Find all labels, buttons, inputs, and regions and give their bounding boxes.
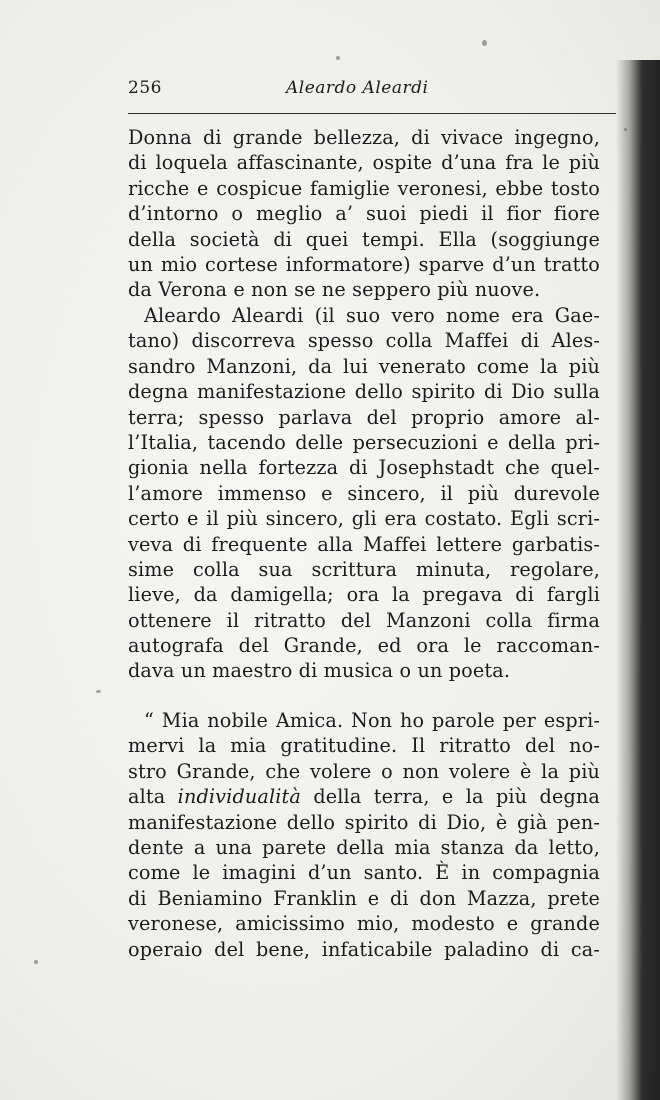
text-line: ricche e cospicue famiglie veronesi, ebbe tosto — [128, 176, 600, 200]
text-line: tano) discorreva spesso colla Maffei di Ales- — [128, 329, 600, 353]
letter-quote — [128, 708, 600, 962]
binding-shadow — [616, 60, 660, 1100]
paper-speck — [482, 40, 487, 46]
text-line: sandro Manzoni, da lui venerato come la più — [128, 354, 600, 378]
text-line: stro Grande, che volere o non volere è la più — [128, 759, 600, 783]
text-line: veronese, amicissimo mio, modesto e grande — [128, 912, 600, 936]
paragraph-2 — [128, 303, 600, 684]
text-line: dente a una parete della mia stanza da letto, — [128, 835, 600, 859]
page-header — [128, 72, 603, 102]
text-line: Donna di grande bellezza, di vivace ingegno, — [128, 126, 600, 149]
text-segment: alta — [128, 785, 178, 809]
text-line: autografa del Grande, ed ora le raccoman- — [128, 634, 600, 658]
text-line: di Beniamino Franklin e di don Mazza, prete — [128, 886, 600, 910]
paper-speck — [34, 960, 38, 964]
text-line: da Verona e non se ne seppero più nuove. — [128, 278, 541, 302]
italic-word: individualità — [177, 785, 301, 809]
page-number: 256 — [128, 78, 162, 98]
running-title: Aleardo Aleardi — [286, 78, 429, 98]
text-line: della società di quei tempi. Ella (soggiunge — [128, 227, 600, 251]
text-line: un mio cortese informatore) sparve d’un tratto — [128, 252, 600, 276]
paper-speck — [624, 128, 627, 131]
text-line: veva di frequente alla Maffei lettere garbatis- — [128, 532, 600, 556]
text-line-with-italic — [128, 784, 600, 809]
text-line: manifestazione dello spirito di Dio, è già pen- — [128, 810, 600, 834]
paper-speck — [336, 56, 340, 60]
text-line: ottenere il ritratto del Manzoni colla firma — [128, 608, 600, 632]
text-line: di loquela affascinante, ospite d’una fra le più — [128, 151, 600, 175]
text-line: dava un maestro di musica o un poeta. — [128, 659, 511, 683]
text-line: d’intorno o meglio a’ suoi piedi il fior fiore — [128, 202, 600, 226]
text-line: gionia nella fortezza di Josephstadt che quel- — [128, 456, 600, 480]
text-line: operaio del bene, infaticabile paladino di ca- — [128, 937, 600, 961]
text-segment: della terra, e la più degna — [301, 785, 600, 809]
text-line: sime colla sua scrittura minuta, regolare, — [128, 557, 600, 581]
text-line: l’Italia, tacendo delle persecuzioni e della pri- — [128, 430, 600, 454]
text-line: come le imagini d’un santo. È in compagnia — [128, 861, 600, 885]
text-line: terra; spesso parlava del proprio amore al- — [128, 405, 600, 429]
text-line: degna manifestazione dello spirito di Dio sulla — [128, 380, 600, 404]
paragraph-1 — [128, 125, 600, 303]
text-line: Aleardo Aleardi (il suo vero nome era Gae- — [144, 304, 600, 327]
header-rule — [128, 113, 616, 114]
text-line: lieve, da damigella; ora la pregava di fargli — [128, 583, 600, 607]
paper-speck — [96, 690, 101, 693]
text-line: certo e il più sincero, gli era costato. Egli scri- — [128, 507, 600, 531]
text-line: mervi la mia gratitudine. Il ritratto del no- — [128, 734, 600, 758]
text-line: l’amore immenso e sincero, il più durevole — [128, 481, 600, 505]
text-line: “ Mia nobile Amica. Non ho parole per espri- — [144, 709, 600, 732]
